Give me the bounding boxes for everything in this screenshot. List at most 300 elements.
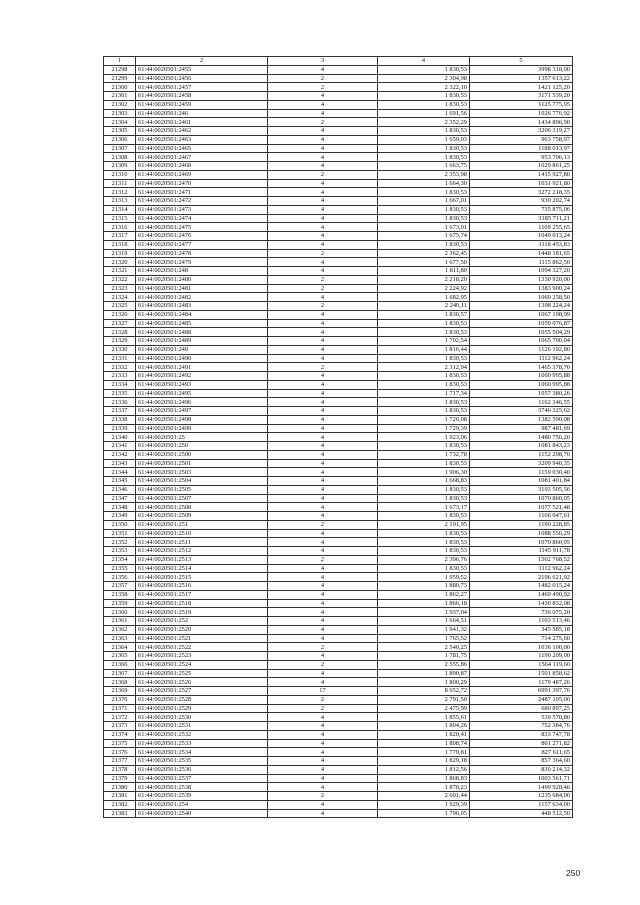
table-row	[104, 205, 573, 214]
row-number-cell: 21329	[104, 337, 136, 346]
value-cell: 1480 756,20	[470, 433, 573, 442]
table-row	[104, 564, 573, 573]
table-row	[104, 792, 573, 801]
value-cell: 1421 125,20	[470, 83, 573, 92]
area-cell: 1 830,53	[378, 65, 470, 74]
row-number-cell: 21383	[104, 809, 136, 818]
cadastral-number-cell: 61:44:0020501:2498	[136, 415, 268, 424]
value-cell: 1126 192,80	[470, 345, 573, 354]
table-row	[104, 625, 573, 634]
row-number-cell: 21322	[104, 275, 136, 284]
area-cell: 1 829,18	[378, 757, 470, 766]
cadastral-number-cell: 61:44:0020501:2528	[136, 695, 268, 704]
value-cell: 345 585,18	[470, 625, 573, 634]
value-cell: 1145 911,78	[470, 547, 573, 556]
value-cell: 833 747,78	[470, 730, 573, 739]
area-cell: 1 830,53	[378, 188, 470, 197]
value-cell: 1026 776,92	[470, 109, 573, 118]
count-cell: 4	[268, 214, 378, 223]
row-number-cell: 21320	[104, 258, 136, 267]
count-cell: 4	[268, 503, 378, 512]
area-cell: 1 830,53	[378, 354, 470, 363]
table-row	[104, 608, 573, 617]
cadastral-number-cell: 61:44:0020501:2510	[136, 529, 268, 538]
area-cell: 1 830,53	[378, 328, 470, 337]
cadastral-number-cell: 61:44:0020501:2526	[136, 678, 268, 687]
cadastral-number-cell: 61:44:0020501:2455	[136, 65, 268, 74]
row-number-cell: 21364	[104, 643, 136, 652]
table-row	[104, 468, 573, 477]
value-cell: 3171 539,20	[470, 92, 573, 101]
area-cell: 1 726,08	[378, 415, 470, 424]
count-cell: 4	[268, 223, 378, 232]
area-cell: 1 937,04	[378, 608, 470, 617]
row-number-cell: 21311	[104, 179, 136, 188]
cadastral-number-cell: 61:44:0020501:25	[136, 433, 268, 442]
table-row	[104, 512, 573, 521]
value-cell: 2487 105,00	[470, 695, 573, 704]
count-cell: 4	[268, 529, 378, 538]
row-number-cell: 21333	[104, 372, 136, 381]
row-number-cell: 21349	[104, 512, 136, 521]
row-number-cell: 21306	[104, 135, 136, 144]
column-header-3: 3	[268, 57, 378, 66]
count-cell: 4	[268, 127, 378, 136]
value-cell: 752 384,76	[470, 722, 573, 731]
table-row	[104, 415, 573, 424]
row-number-cell: 21358	[104, 590, 136, 599]
count-cell: 4	[268, 319, 378, 328]
row-number-cell: 21359	[104, 599, 136, 608]
count-cell: 4	[268, 634, 378, 643]
value-cell: 1415 927,80	[470, 170, 573, 179]
area-cell: 1 830,53	[378, 442, 470, 451]
cadastral-number-cell: 61:44:0020501:2456	[136, 74, 268, 83]
value-cell: 1162 346,55	[470, 398, 573, 407]
area-cell: 2 353,98	[378, 170, 470, 179]
table-row	[104, 634, 573, 643]
row-number-cell: 21345	[104, 477, 136, 486]
cadastral-number-cell: 61:44:0020501:2479	[136, 258, 268, 267]
area-cell: 1 702,54	[378, 337, 470, 346]
row-number-cell: 21362	[104, 625, 136, 634]
row-number-cell: 21378	[104, 765, 136, 774]
value-cell: 3998 318,00	[470, 65, 573, 74]
count-cell: 2	[268, 74, 378, 83]
value-cell: 1112 962,24	[470, 354, 573, 363]
table-row	[104, 459, 573, 468]
count-cell: 17	[268, 687, 378, 696]
table-row	[104, 494, 573, 503]
value-cell: 3209 940,35	[470, 459, 573, 468]
area-cell: 2 218,20	[378, 275, 470, 284]
cadastral-number-cell: 61:44:0020501:250	[136, 442, 268, 451]
count-cell: 4	[268, 590, 378, 599]
count-cell: 4	[268, 722, 378, 731]
cadastral-number-cell: 61:44:0020501:2493	[136, 380, 268, 389]
cadastral-number-cell: 61:44:0020501:2525	[136, 669, 268, 678]
row-number-cell: 21328	[104, 328, 136, 337]
row-number-cell: 21375	[104, 739, 136, 748]
area-cell: 1 868,83	[378, 774, 470, 783]
table-row	[104, 363, 573, 372]
cadastral-number-cell: 61:44:0020501:2535	[136, 757, 268, 766]
count-cell: 4	[268, 774, 378, 783]
cadastral-number-cell: 61:44:0020501:2467	[136, 153, 268, 162]
table-row	[104, 407, 573, 416]
cadastral-number-cell: 61:44:0020501:2483	[136, 302, 268, 311]
count-cell: 4	[268, 162, 378, 171]
count-cell: 4	[268, 293, 378, 302]
value-cell: 3206 319,27	[470, 127, 573, 136]
area-cell: 1 808,74	[378, 739, 470, 748]
value-cell: 1070 860,05	[470, 494, 573, 503]
table-row	[104, 293, 573, 302]
cadastral-number-cell: 61:44:0020501:2517	[136, 590, 268, 599]
cadastral-number-cell: 61:44:0020501:2497	[136, 407, 268, 416]
count-cell: 4	[268, 109, 378, 118]
count-cell: 4	[268, 424, 378, 433]
value-cell: 2196 621,92	[470, 573, 573, 582]
value-cell: 1166 047,61	[470, 512, 573, 521]
cadastral-number-cell: 61:44:0020501:2508	[136, 503, 268, 512]
row-number-cell: 21334	[104, 380, 136, 389]
value-cell: 1003 561,71	[470, 774, 573, 783]
row-number-cell: 21360	[104, 608, 136, 617]
count-cell: 2	[268, 363, 378, 372]
cadastral-number-cell: 61:44:0020501:2485	[136, 319, 268, 328]
value-cell: 1088 556,29	[470, 529, 573, 538]
value-cell: 953 706,13	[470, 153, 573, 162]
count-cell: 2	[268, 284, 378, 293]
table-row	[104, 757, 573, 766]
table-row	[104, 74, 573, 83]
row-number-cell: 21303	[104, 109, 136, 118]
table-row	[104, 713, 573, 722]
table-row	[104, 162, 573, 171]
value-cell: 1330 920,00	[470, 275, 573, 284]
row-number-cell: 21304	[104, 118, 136, 127]
area-cell: 1 830,53	[378, 459, 470, 468]
count-cell: 4	[268, 652, 378, 661]
row-number-cell: 21341	[104, 442, 136, 451]
row-number-cell: 21313	[104, 197, 136, 206]
value-cell: 1430 832,08	[470, 599, 573, 608]
count-cell: 2	[268, 792, 378, 801]
cadastral-number-cell: 61:44:0020501:2501	[136, 459, 268, 468]
table-row	[104, 389, 573, 398]
area-cell: 1 732,78	[378, 450, 470, 459]
row-number-cell: 21380	[104, 783, 136, 792]
cadastral-number-cell: 61:44:0020501:2527	[136, 687, 268, 696]
cadastral-number-cell: 61:44:0020501:2491	[136, 363, 268, 372]
value-cell: 1125 775,95	[470, 100, 573, 109]
area-cell: 2 362,45	[378, 249, 470, 258]
row-number-cell: 21370	[104, 695, 136, 704]
row-number-cell: 21365	[104, 652, 136, 661]
value-cell: 1190 228,85	[470, 520, 573, 529]
table-row	[104, 83, 573, 92]
table-row	[104, 573, 573, 582]
area-cell: 2 304,98	[378, 74, 470, 83]
row-number-cell: 21318	[104, 240, 136, 249]
row-number-cell: 21376	[104, 748, 136, 757]
count-cell: 4	[268, 485, 378, 494]
row-number-cell: 21351	[104, 529, 136, 538]
value-cell: 3272 218,35	[470, 188, 573, 197]
table-row	[104, 503, 573, 512]
cadastral-number-cell: 61:44:0020501:2476	[136, 232, 268, 241]
cadastral-number-cell: 61:44:0020501:2482	[136, 293, 268, 302]
area-cell: 1 866,18	[378, 599, 470, 608]
table-row	[104, 118, 573, 127]
area-cell: 1 804,26	[378, 722, 470, 731]
table-row	[104, 109, 573, 118]
cadastral-number-cell: 61:44:0020501:249	[136, 345, 268, 354]
cadastral-number-cell: 61:44:0020501:2462	[136, 127, 268, 136]
cadastral-number-cell: 61:44:0020501:2458	[136, 92, 268, 101]
row-number-cell: 21366	[104, 660, 136, 669]
value-cell: 1059 076,87	[470, 319, 573, 328]
area-cell: 1 781,75	[378, 652, 470, 661]
cadastral-number-cell: 61:44:0020501:2463	[136, 135, 268, 144]
value-cell: 1060 995,88	[470, 380, 573, 389]
area-cell: 1 677,50	[378, 258, 470, 267]
count-cell: 4	[268, 205, 378, 214]
count-cell: 4	[268, 407, 378, 416]
cadastral-number-cell: 61:44:0020501:2490	[136, 354, 268, 363]
area-cell: 1 830,53	[378, 205, 470, 214]
area-cell: 2 475,99	[378, 704, 470, 713]
table-row	[104, 223, 573, 232]
table-row	[104, 774, 573, 783]
row-number-cell: 21332	[104, 363, 136, 372]
cadastral-number-cell: 61:44:0020501:2531	[136, 722, 268, 731]
row-number-cell: 21326	[104, 310, 136, 319]
row-number-cell: 21319	[104, 249, 136, 258]
value-cell: 1502 768,52	[470, 555, 573, 564]
value-cell: 3746 325,62	[470, 407, 573, 416]
value-cell: 1190 209,00	[470, 652, 573, 661]
cadastral-number-cell: 61:44:0020501:2489	[136, 337, 268, 346]
area-cell: 2 555,86	[378, 660, 470, 669]
table-row	[104, 214, 573, 223]
value-cell: 963 758,97	[470, 135, 573, 144]
area-cell: 1 830,53	[378, 407, 470, 416]
row-number-cell: 21310	[104, 170, 136, 179]
table-row	[104, 730, 573, 739]
row-number-cell: 21305	[104, 127, 136, 136]
cadastral-number-cell: 61:44:0020501:2472	[136, 197, 268, 206]
count-cell: 4	[268, 135, 378, 144]
table-row	[104, 197, 573, 206]
cadastral-number-cell: 61:44:0020501:2459	[136, 100, 268, 109]
area-cell: 1 830,53	[378, 319, 470, 328]
area-cell: 2 540,25	[378, 643, 470, 652]
count-cell: 4	[268, 783, 378, 792]
cadastral-number-cell: 61:44:0020501:2503	[136, 468, 268, 477]
table-row	[104, 722, 573, 731]
column-header-5: 5	[470, 57, 573, 66]
value-cell: 1057 380,26	[470, 389, 573, 398]
area-cell: 1 668,83	[378, 477, 470, 486]
area-cell: 1 830,53	[378, 529, 470, 538]
value-cell: 539 570,80	[470, 713, 573, 722]
area-cell: 1 830,53	[378, 512, 470, 521]
cadastral-number-cell: 61:44:0020501:246	[136, 109, 268, 118]
table-row	[104, 652, 573, 661]
value-cell: 714 275,60	[470, 634, 573, 643]
area-cell: 1 675,74	[378, 232, 470, 241]
cadastral-number-cell: 61:44:0020501:2540	[136, 809, 268, 818]
value-cell: 1049 013,24	[470, 232, 573, 241]
table-row	[104, 337, 573, 346]
cadastral-number-cell: 61:44:0020501:2457	[136, 83, 268, 92]
table-row	[104, 249, 573, 258]
area-cell: 1 830,57	[378, 310, 470, 319]
area-cell: 1 830,53	[378, 100, 470, 109]
table-row	[104, 547, 573, 556]
column-header-2: 2	[136, 57, 268, 66]
cadastral-number-cell: 61:44:0020501:2477	[136, 240, 268, 249]
value-cell: 1235 684,00	[470, 792, 573, 801]
row-number-cell: 21348	[104, 503, 136, 512]
value-cell: 1065 790,04	[470, 337, 573, 346]
count-cell: 4	[268, 582, 378, 591]
count-cell: 2	[268, 302, 378, 311]
value-cell: 1031 921,80	[470, 179, 573, 188]
cadastral-number-cell: 61:44:0020501:2469	[136, 170, 268, 179]
cadastral-number-cell: 61:44:0020501:2522	[136, 643, 268, 652]
row-number-cell: 21323	[104, 284, 136, 293]
area-cell: 1 659,03	[378, 135, 470, 144]
area-cell: 1 717,34	[378, 389, 470, 398]
count-cell: 4	[268, 459, 378, 468]
table-row	[104, 267, 573, 276]
count-cell: 4	[268, 494, 378, 503]
count-cell: 2	[268, 83, 378, 92]
table-row	[104, 144, 573, 153]
area-cell: 2 312,94	[378, 363, 470, 372]
table-row	[104, 100, 573, 109]
count-cell: 2	[268, 555, 378, 564]
row-number-cell: 21335	[104, 389, 136, 398]
table-row	[104, 345, 573, 354]
row-number-cell: 21355	[104, 564, 136, 573]
cadastral-number-cell: 61:44:0020501:2500	[136, 450, 268, 459]
area-cell: 1 959,52	[378, 573, 470, 582]
cadastral-number-cell: 61:44:0020501:2461	[136, 118, 268, 127]
area-cell: 1 941,32	[378, 625, 470, 634]
count-cell: 4	[268, 477, 378, 486]
table-row	[104, 660, 573, 669]
row-number-cell: 21314	[104, 205, 136, 214]
area-cell: 1 830,53	[378, 127, 470, 136]
table-row	[104, 65, 573, 74]
row-number-cell: 21368	[104, 678, 136, 687]
row-number-cell: 21316	[104, 223, 136, 232]
table-row	[104, 372, 573, 381]
count-cell: 4	[268, 739, 378, 748]
area-cell: 2 240,11	[378, 302, 470, 311]
area-cell: 1 830,53	[378, 494, 470, 503]
count-cell: 4	[268, 310, 378, 319]
value-cell: 1383 900,24	[470, 284, 573, 293]
area-cell: 1 830,53	[378, 485, 470, 494]
value-cell: 1448 181,65	[470, 249, 573, 258]
count-cell: 4	[268, 380, 378, 389]
count-cell: 4	[268, 564, 378, 573]
area-cell: 1 855,61	[378, 713, 470, 722]
count-cell: 4	[268, 625, 378, 634]
count-cell: 4	[268, 372, 378, 381]
table-row	[104, 354, 573, 363]
count-cell: 4	[268, 267, 378, 276]
value-cell: 1357 613,22	[470, 74, 573, 83]
area-cell: 2 224,92	[378, 284, 470, 293]
area-cell: 1 880,73	[378, 582, 470, 591]
count-cell: 4	[268, 538, 378, 547]
value-cell: 827 611,65	[470, 748, 573, 757]
row-number-cell: 21301	[104, 92, 136, 101]
value-cell: 736 075,20	[470, 608, 573, 617]
area-cell: 1 691,56	[378, 109, 470, 118]
cadastral-number-cell: 61:44:0020501:248	[136, 267, 268, 276]
cadastral-number-cell: 61:44:0020501:252	[136, 617, 268, 626]
count-cell: 4	[268, 442, 378, 451]
count-cell: 4	[268, 345, 378, 354]
table-row	[104, 485, 573, 494]
area-cell: 1 830,53	[378, 144, 470, 153]
value-cell: 1055 504,29	[470, 328, 573, 337]
row-number-cell: 21357	[104, 582, 136, 591]
cadastral-number-cell: 61:44:0020501:2478	[136, 249, 268, 258]
area-cell: 1 830,53	[378, 538, 470, 547]
table-row	[104, 232, 573, 241]
count-cell: 2	[268, 660, 378, 669]
column-header-4: 4	[378, 57, 470, 66]
table-row	[104, 599, 573, 608]
table-row	[104, 424, 573, 433]
table-row	[104, 765, 573, 774]
value-cell: 1159 030,40	[470, 468, 573, 477]
count-cell: 4	[268, 433, 378, 442]
cadastral-number-cell: 61:44:0020501:2481	[136, 284, 268, 293]
count-cell: 2	[268, 520, 378, 529]
area-cell: 1 682,95	[378, 293, 470, 302]
count-cell: 2	[268, 704, 378, 713]
count-cell: 4	[268, 232, 378, 241]
value-cell: 6991 397,76	[470, 687, 573, 696]
area-cell: 1 663,75	[378, 162, 470, 171]
row-number-cell: 21325	[104, 302, 136, 311]
row-number-cell: 21377	[104, 757, 136, 766]
value-cell: 735 875,06	[470, 205, 573, 214]
cadastral-number-cell: 61:44:0020501:2516	[136, 582, 268, 591]
cadastral-number-cell: 61:44:0020501:2465	[136, 144, 268, 153]
cadastral-number-cell: 61:44:0020501:2530	[136, 713, 268, 722]
cadastral-number-cell: 61:44:0020501:2521	[136, 634, 268, 643]
table-row	[104, 809, 573, 818]
area-cell: 1 673,01	[378, 223, 470, 232]
value-cell: 3185 711,21	[470, 214, 573, 223]
value-cell: 801 271,82	[470, 739, 573, 748]
row-number-cell: 21346	[104, 485, 136, 494]
count-cell: 4	[268, 415, 378, 424]
table-row	[104, 179, 573, 188]
row-number-cell: 21361	[104, 617, 136, 626]
row-number-cell: 21312	[104, 188, 136, 197]
